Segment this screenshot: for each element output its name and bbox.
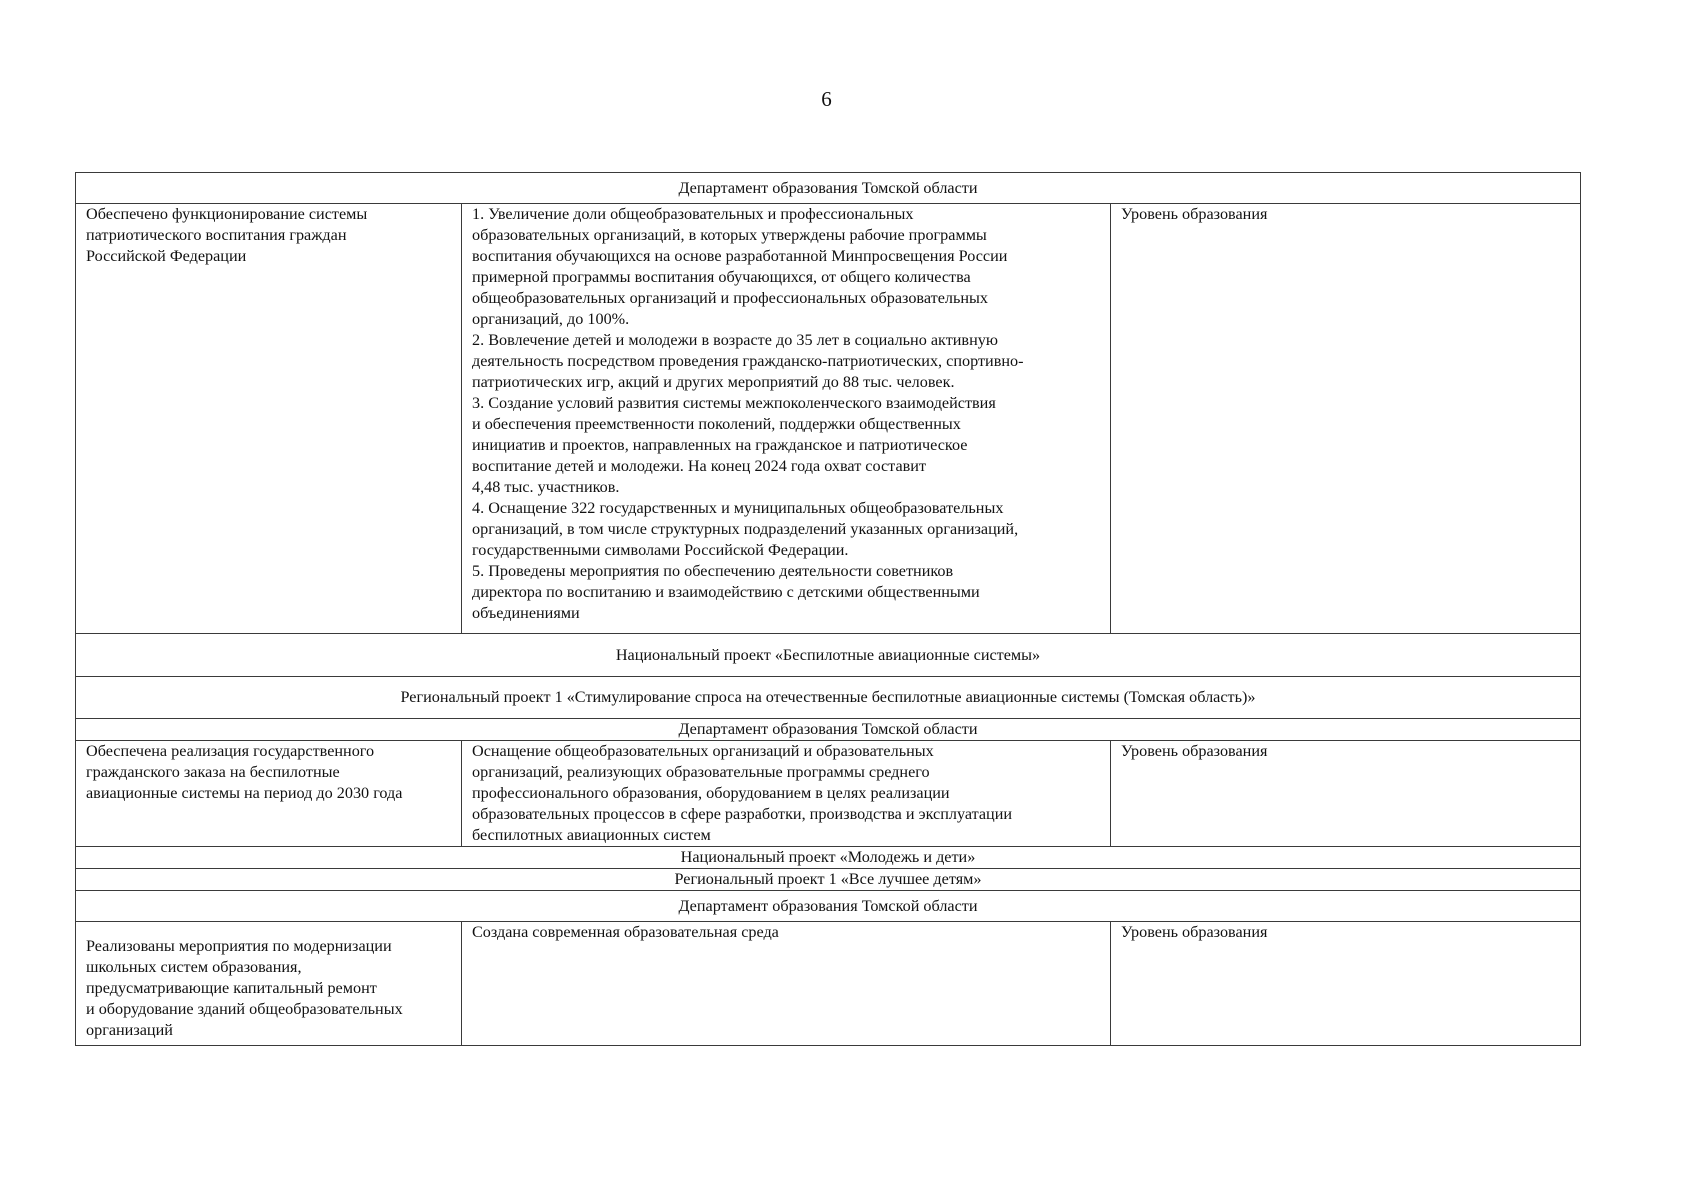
text-line: патриотических игр, акций и других мероприятий до 88 тыс. человек.: [472, 373, 955, 391]
cell-measures-schools: [462, 922, 1111, 1046]
text-line: организаций, реализующих образовательные программы среднего: [472, 763, 930, 781]
cell-indicator-uas: [1111, 741, 1581, 847]
text-line: государственными символами Российской Федерации.: [472, 541, 849, 559]
text-line: воспитания обучающихся на основе разработанной Минпросвещения России: [472, 247, 1008, 265]
text-line: директора по воспитанию и взаимодействию с детскими общественными: [472, 583, 980, 601]
text-line: Обеспечено функционирование системы: [86, 205, 368, 223]
text-line: организаций: [86, 1021, 173, 1039]
section-row-national-project-uas: [76, 634, 1581, 677]
cell-indicator-schools: [1111, 922, 1581, 1046]
text-line: беспилотных авиационных систем: [472, 826, 711, 844]
text-line: патриотического воспитания граждан: [86, 226, 347, 244]
text-line: Обеспечена реализация государственного: [86, 742, 375, 760]
text-line: Российской Федерации: [86, 247, 247, 265]
text-line: 5. Проведены мероприятия по обеспечению деятельности советников: [472, 562, 954, 580]
text-line: Уровень образования: [1121, 742, 1268, 760]
text-line: Создана современная образовательная среда: [472, 923, 779, 941]
page-number: 6: [821, 87, 832, 111]
section-regional-project-youth: Региональный проект 1 «Все лучшее детям»: [76, 869, 1581, 891]
section-row-dept-1: [76, 173, 1581, 204]
section-row-regional-project-youth: [76, 869, 1581, 891]
text-line: Уровень образования: [1121, 205, 1268, 223]
text-line: предусматривающие капитальный ремонт: [86, 979, 377, 997]
text-line: 4. Оснащение 322 государственных и муниципальных общеобразовательных: [472, 499, 1004, 517]
text-line: примерной программы воспитания обучающихся, от общего количества: [472, 268, 971, 286]
section-dept-2: Департамент образования Томской области: [76, 719, 1581, 741]
text-line: школьных систем образования,: [86, 958, 302, 976]
text-line: деятельность посредством проведения гражданско-патриотических, спортивно-: [472, 352, 1024, 370]
text-line: 2. Вовлечение детей и молодежи в возрасте до 35 лет в социально активную: [472, 331, 998, 349]
section-row-dept-3: [76, 891, 1581, 922]
text-line: объединениями: [472, 604, 580, 622]
text-line: и оборудование зданий общеобразовательных: [86, 1000, 403, 1018]
cell-result-schools: [76, 922, 462, 1046]
cell-indicator-patriotic: [1111, 204, 1581, 634]
spacer: [86, 922, 451, 936]
text-line: 4,48 тыс. участников.: [472, 478, 620, 496]
section-dept-1: Департамент образования Томской области: [76, 173, 1581, 204]
text-line: инициатив и проектов, направленных на гражданское и патриотическое: [472, 436, 968, 454]
section-national-project-uas: Национальный проект «Беспилотные авиационные системы»: [76, 634, 1581, 677]
section-regional-project-uas: Региональный проект 1 «Стимулирование спроса на отечественные беспилотные авиационные системы (Томская область)»: [76, 677, 1581, 719]
table-row-uas: [76, 741, 1581, 847]
section-row-national-project-youth: [76, 847, 1581, 869]
text-line: общеобразовательных организаций и профессиональных образовательных: [472, 289, 988, 307]
section-row-dept-2: [76, 719, 1581, 741]
text-line: Реализованы мероприятия по модернизации: [86, 937, 392, 955]
text-line: и обеспечения преемственности поколений, поддержки общественных: [472, 415, 961, 433]
text-line: воспитание детей и молодежи. На конец 2024 года охват составит: [472, 457, 927, 475]
section-row-regional-project-uas: [76, 677, 1581, 719]
cell-result-uas: [76, 741, 462, 847]
text-line: 1. Увеличение доли общеобразовательных и профессиональных: [472, 205, 914, 223]
text-line: организаций, до 100%.: [472, 310, 630, 328]
text-line: 3. Создание условий развития системы межпоколенческого взаимодействия: [472, 394, 996, 412]
text-line: образовательных организаций, в которых утверждены рабочие программы: [472, 226, 987, 244]
document-table: [75, 172, 1581, 1046]
cell-measures-uas: [462, 741, 1111, 847]
cell-result-patriotic: [76, 204, 462, 634]
table-row-schools: [76, 922, 1581, 1046]
text-line: гражданского заказа на беспилотные: [86, 763, 340, 781]
section-national-project-youth: Национальный проект «Молодежь и дети»: [76, 847, 1581, 869]
table-row-patriotic: [76, 204, 1581, 634]
cell-measures-patriotic: [462, 204, 1111, 634]
text-line: образовательных процессов в сфере разработки, производства и эксплуатации: [472, 805, 1013, 823]
text-line: Уровень образования: [1121, 923, 1268, 941]
text-line: авиационные системы на период до 2030 года: [86, 784, 403, 802]
text-line: организаций, в том числе структурных подразделений указанных организаций,: [472, 520, 1019, 538]
section-dept-3: Департамент образования Томской области: [76, 891, 1581, 922]
text-line: Оснащение общеобразовательных организаций и образовательных: [472, 742, 934, 760]
text-line: профессионального образования, оборудованием в целях реализации: [472, 784, 950, 802]
